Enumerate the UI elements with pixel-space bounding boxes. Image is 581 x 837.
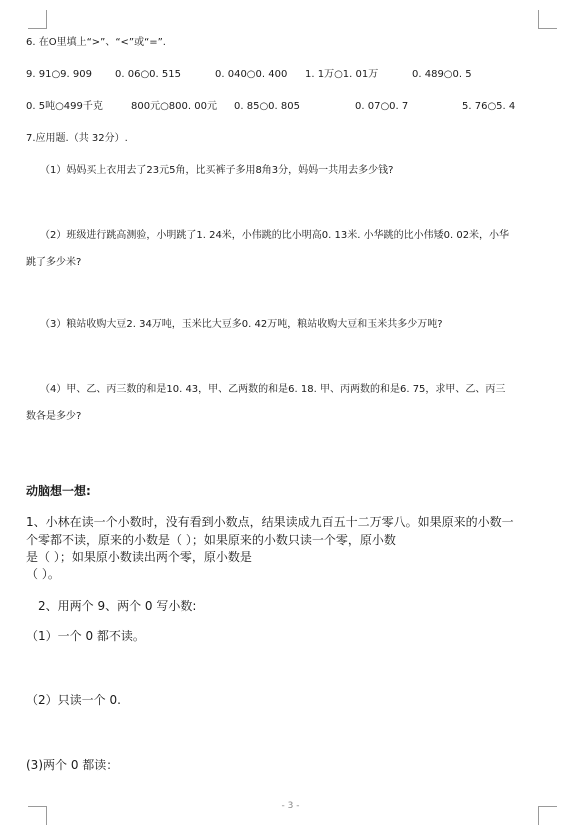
q7-title: 7.应用题.（共 32分）. [26, 133, 128, 144]
think-q1-line: 是（ ）；如果原小数读出两个零，原小数是 [26, 550, 252, 564]
q6-compare-item: 9. 91○9. 909 [26, 69, 92, 80]
q6-compare-item: 0. 85○0. 805 [234, 101, 300, 112]
q7-problem-4-cont: 数各是多少? [26, 411, 82, 422]
q6-compare-item: 0. 06○0. 515 [115, 69, 181, 80]
q6-compare-item: 0. 07○0. 7 [355, 101, 409, 112]
crop-mark-top-right [538, 10, 557, 29]
page-number: - 3 - [281, 801, 300, 811]
crop-mark-top-left [28, 10, 47, 29]
q6-compare-item: 800元○800. 00元 [131, 101, 217, 112]
q7-problem-2: （2）班级进行跳高测验，小明跳了1. 24米，小伟跳的比小明高0. 13米. 小华跳的比小伟矮0. 02米，小华 [40, 230, 510, 241]
q7-problem-3: （3）粮站收购大豆2. 34万吨，玉米比大豆多0. 42万吨，粮站收购大豆和玉米共多少万吨? [40, 319, 443, 330]
think-q2-title: 2、用两个 9、两个 0 写小数: [38, 599, 197, 613]
q7-problem-4: （4）甲、乙、丙三数的和是10. 43，甲、乙两数的和是6. 18. 甲、丙两数的和是6. 75，求甲、乙、丙三 [40, 384, 506, 395]
q6-compare-item: 1. 1万○1. 01万 [305, 69, 379, 80]
q7-problem-1: （1）妈妈买上衣用去了23元5角，比买裤子多用8角3分，妈妈一共用去多少钱? [40, 165, 394, 176]
think-q2-part-1: （1）一个 0 都不读。 [26, 629, 145, 643]
think-q1-line: （ ）。 [26, 567, 60, 581]
q6-compare-item: 0. 040○0. 400 [215, 69, 288, 80]
q6-compare-item: 0. 5吨○499千克 [26, 101, 103, 112]
section-title: 动脑想一想: [26, 484, 91, 498]
think-q1-line: 个零都不读，原来的小数是（ ）；如果原来的小数只读一个零，原小数 [26, 533, 396, 547]
think-q2-part-2: （2）只读一个 0. [26, 693, 121, 707]
think-q1-line: 1、小林在读一个小数时，没有看到小数点，结果读成九百五十二万零八。如果原来的小数一 [26, 515, 514, 529]
q6-title: 6. 在O里填上“>”、“<”或“=”. [26, 37, 166, 48]
think-q2-part-3: (3)两个 0 都读： [26, 758, 119, 772]
q6-compare-item: 5. 76○5. 4 [462, 101, 516, 112]
q7-problem-2-cont: 跳了多少米? [26, 257, 82, 268]
q6-compare-item: 0. 489○0. 5 [412, 69, 472, 80]
